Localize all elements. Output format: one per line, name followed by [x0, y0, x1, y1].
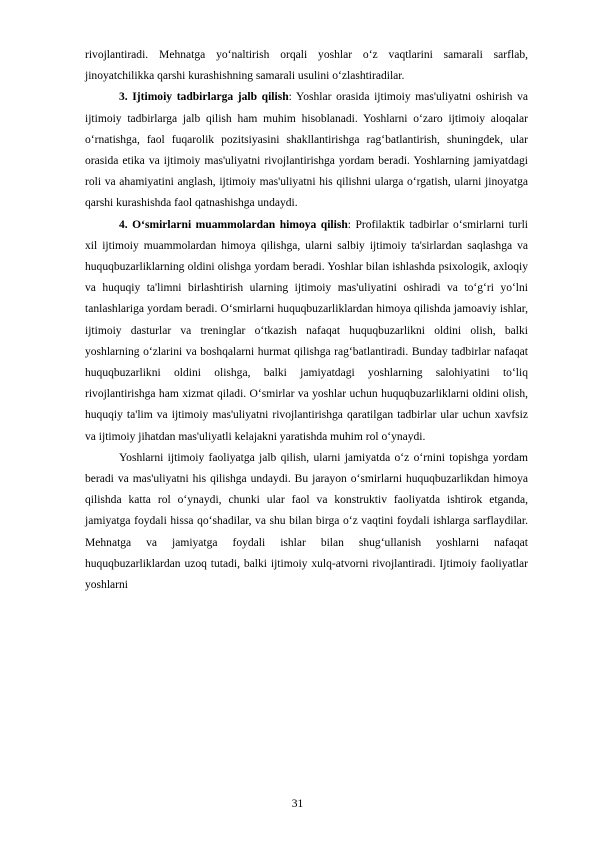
- section-heading-4: 4. O‘smirlarni muammolardan himoya qilish: [119, 218, 348, 231]
- section-heading-3: 3. Ijtimoiy tadbirlarga jalb qilish: [119, 91, 289, 104]
- paragraph-social-events: [85, 87, 528, 214]
- paragraph-text: Yoshlarni ijtimoiy faoliyatga jalb qilish, ularni jamiyatda o‘z o‘rnini topishga yordam beradi va mas'uliyatni his qilishga undaydi. Bu jarayon o‘smirlarni huquqbuzarlikdan himoya qilishda katta rol o‘ynaydi, chunki ular faol va konstruktiv faoliyatda ishtirok etganda, jamiyatga foydali hissa qo‘shadilar, va shu bilan birga o‘z vaqtini foydali ishlarga sarflaydilar. Mehnatga va jamiyatga foydali ishlar bilan shug‘ullanish yoshlarni nafaqat huquqbuzarliklardan uzoq tutadi, balki ijtimoiy xulq-atvorni rivojlantiradi. Ijtimoiy faoliyatlar yoshlarni: [85, 451, 528, 592]
- page-number: 31: [291, 798, 304, 810]
- paragraph-teen-protection: [85, 215, 528, 448]
- paragraph-text: : Profilaktik tadbirlar o‘smirlarni turli xil ijtimoiy muammolardan himoya qilishga, ularni salbiy ijtimoiy ta'sirlardan saqlashga va huquqbuzarliklarning oldini olishga yordam beradi. Yoshlar bilan ishlashda psixologik, axloqiy va huquqiy ta'limni birlashtirish ularning ijtimoiy mas'uliyatini oshiradi va to‘g‘ri yo‘lni tanlashlariga yordam beradi. O‘smirlarni huquqbuzarliklardan himoya qilishda jamoaviy ishlar, ijtimoiy dasturlar va treninglar o‘tkazish nafaqat huquqbuzarlikni oldini olish, balki yoshlarning o‘zlarini va boshqalarni hurmat qilishga rag‘batlantiradi. Bunday tadbirlar nafaqat huquqbuzarlikni oldini olishga, balki jamiyatdagi yoshlarning salohiyatini to‘liq rivojlantirishga ham xizmat qiladi. O‘smirlar va yoshlar uchun huquqbuzarliklarni oldini olish, huquqiy ta'lim va ijtimoiy mas'uliyatni rivojlantirishga qaratilgan tadbirlar ular uchun xavfsiz va ijtimoiy jihatdan mas'uliyatli kelajakni yaratishda muhim rol o‘ynaydi.: [85, 218, 529, 443]
- paragraph-continuation: [85, 45, 528, 87]
- paragraph-text: rivojlantiradi. Mehnatga yo‘naltirish orqali yoshlar o‘z vaqtlarini samarali sarflab, jinoyatchilikka qarshi kurashishning samarali usulini o‘zlashtiradilar.: [85, 49, 528, 83]
- paragraph-youth-engagement: [85, 448, 528, 596]
- document-body: [85, 45, 528, 596]
- paragraph-text: : Yoshlar orasida ijtimoiy mas'uliyatni oshirish va ijtimoiy tadbirlarga jalb qilish ham muhim hisoblanadi. Yoshlarni o‘zaro ijtimoiy aloqalar o‘rnatishga, faol fuqarolik pozitsiyasini shakllantirishga rag‘batlantirish, shuningdek, ular orasida etika va ijtimoiy mas'uliyatni rivojlantirishga yordam beradi. Yoshlarning jamiyatdagi roli va ahamiyatini anglash, ijtimoiy mas'uliyatni his qilishni ularga o‘rgatish, ularni jinoyatga qarshi kurashishda faol qatnashishga undaydi.: [85, 91, 528, 210]
